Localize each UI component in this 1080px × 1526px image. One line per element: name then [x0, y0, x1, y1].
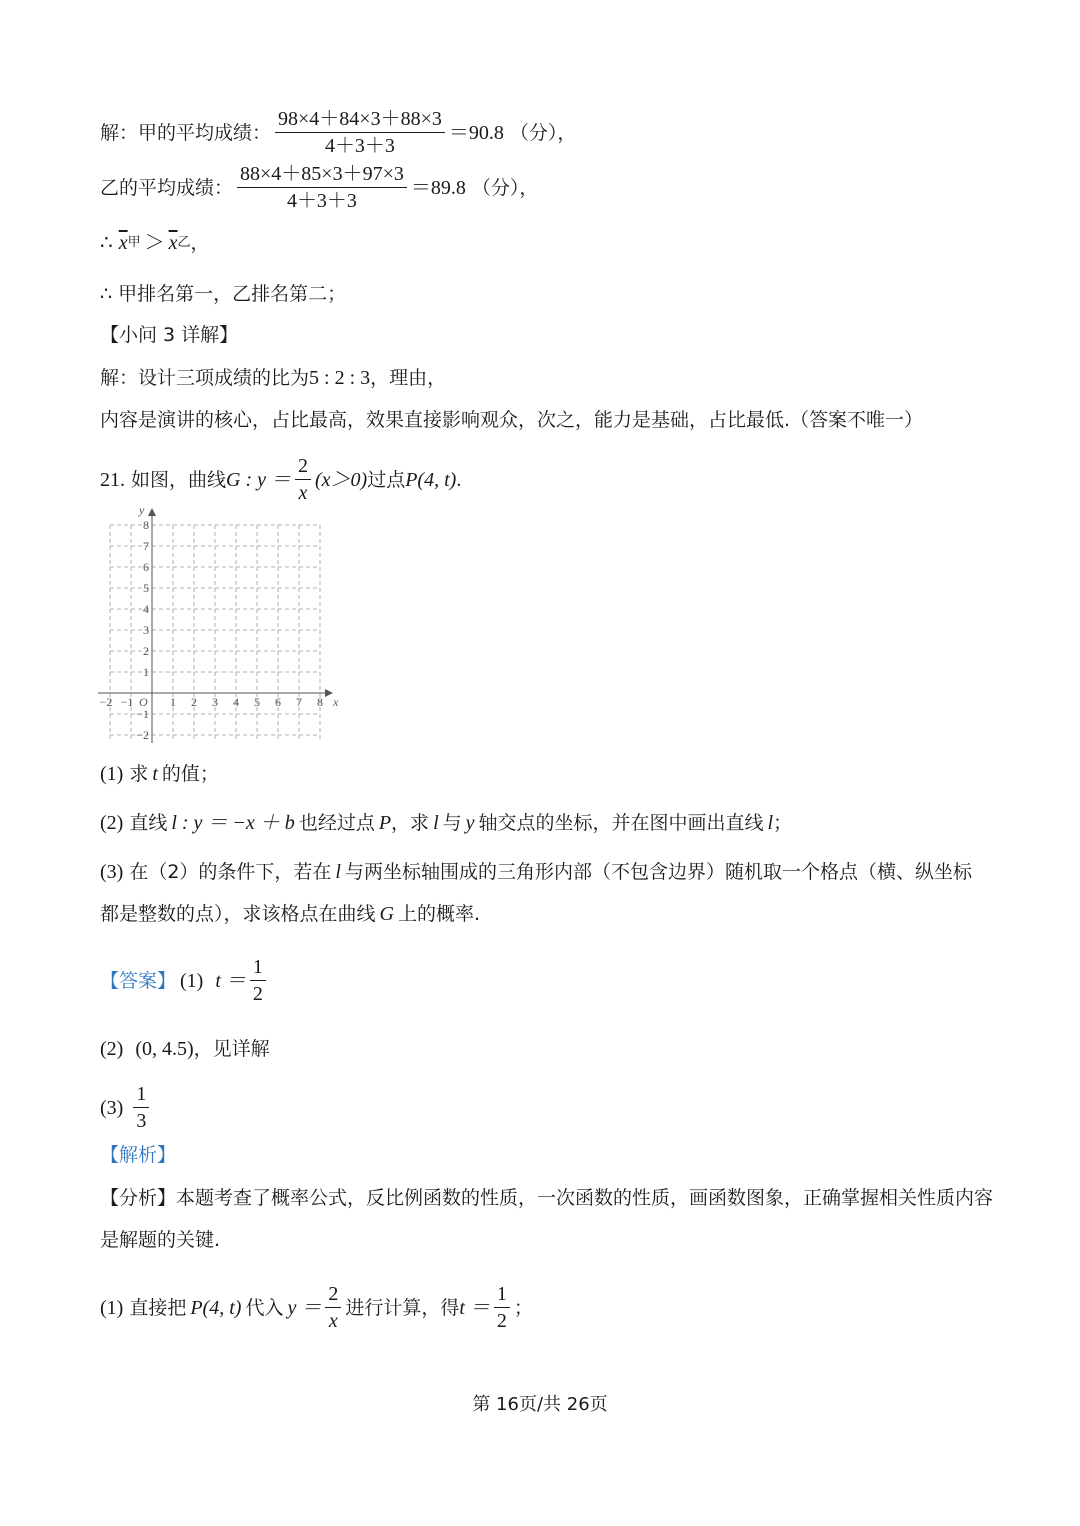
jia-fraction [275, 108, 445, 157]
rank-line: ∴ 甲排名第一，乙排名第二； [100, 283, 347, 305]
answer-2-line [100, 1037, 270, 1061]
answer-3-line [100, 1083, 153, 1132]
step-text-a: 直接把 [129, 1296, 187, 1319]
x-axis-arrow-icon [325, 689, 333, 697]
sub-jia: 甲 [127, 235, 141, 250]
part-3-text-c: 都是整数的点），求该格点在曲线 [100, 903, 376, 925]
part-3-text-a: 在（2）的条件下，若在 [129, 861, 332, 883]
analysis-line-1: 【分析】本题考查了概率公式，反比例函数的性质，一次函数的性质，画函数图象，正确掌握相关性质内容 [100, 1187, 994, 1209]
answer-1-fraction [250, 956, 266, 1005]
therefore-symbol: ∴ [100, 232, 113, 254]
y-tick-label: 8 [143, 518, 149, 532]
y-tick-label: −2 [136, 728, 149, 742]
jia-unit: （分）， [509, 121, 577, 144]
part-2-l: l [433, 812, 439, 834]
page-footer: 第 16页/共 26页 [472, 1394, 608, 1415]
comparison-line [100, 231, 210, 255]
answer-1-line [100, 956, 270, 1005]
yi-unit: （分）， [471, 176, 539, 199]
part-1-text-a: 求 [129, 763, 149, 785]
answer-3-fraction [133, 1083, 149, 1132]
y-axis-label: y [139, 503, 145, 517]
x-tick-label: −1 [120, 695, 134, 709]
yi-average-line [100, 163, 538, 212]
step-frac-num: 2 [325, 1283, 341, 1308]
y-tick-label: 6 [143, 560, 149, 574]
y-tick-label: −1 [136, 707, 149, 721]
jia-average-line [100, 108, 576, 157]
x-tick-label: 6 [275, 695, 281, 709]
jia-label: 解：甲的平均成绩： [100, 121, 272, 144]
answer-tag: 【答案】 [100, 969, 177, 992]
part-3-line-1 [100, 860, 972, 884]
step-frac-den: x [328, 1310, 338, 1332]
answer-1-frac-num: 1 [250, 956, 266, 981]
curve-fraction [295, 455, 311, 504]
sub-yi: 乙 [177, 235, 191, 250]
comparison-comma: ， [190, 232, 210, 254]
part-3-text-b: 与两坐标轴围成的三角形内部（不包含边界）随机取一个格点（横、纵坐标 [344, 861, 972, 883]
part-2-text-f: ； [773, 812, 793, 834]
part-2-equation: l : y ＝ −x ＋ b [171, 812, 295, 834]
part-2-l2: l [767, 812, 774, 834]
step-number: (1) [100, 1296, 124, 1319]
part-1-text-b: 的值； [161, 763, 219, 785]
ratio-suffix: ，理由， [370, 367, 447, 389]
step-frac2-den: 2 [496, 1310, 507, 1332]
yi-denominator: 4＋3＋3 [286, 190, 357, 212]
curve-frac-num: 2 [295, 455, 311, 480]
curve-equation: G : y ＝ [226, 468, 291, 491]
part-2-text-d: 与 [442, 812, 462, 834]
x-tick-label: 2 [191, 695, 197, 709]
answer-2-value: (0, 4.5) [135, 1038, 194, 1060]
sub-question-3-heading: 【小问 3 详解】 [100, 324, 239, 346]
step-frac2-num: 1 [494, 1283, 510, 1308]
y-tick-label: 3 [143, 623, 149, 637]
part-1-t: t [152, 763, 158, 785]
yi-fraction [237, 163, 407, 212]
part-3-l: l [335, 861, 341, 883]
part-2-text-e: 轴交点的坐标，并在图中画出直线 [478, 812, 764, 834]
y-tick-label: 7 [143, 539, 149, 553]
x-tick-label: 5 [254, 695, 260, 709]
part-2-p: P [378, 812, 392, 834]
step-fraction [325, 1283, 341, 1332]
x-tick-label: −2 [99, 695, 113, 709]
x-tick-label: 8 [317, 695, 323, 709]
curve-frac-den: x [298, 482, 308, 504]
passes-text: 过点 [367, 468, 406, 491]
analysis-tag: 【解析】 [100, 1144, 177, 1166]
answer-1-number: (1) [180, 969, 204, 992]
y-tick-label: 5 [143, 581, 149, 595]
answer-2-text: ，见详解 [193, 1038, 270, 1060]
answer-1-lhs: t ＝ [215, 969, 246, 992]
step-text-c: 进行计算，得 [345, 1296, 460, 1319]
part-1-line [100, 762, 219, 786]
y-axis-arrow-icon [148, 508, 156, 516]
analysis-step-1 [100, 1283, 533, 1332]
x-bar-jia: $\overline{x}$ [118, 232, 128, 254]
part-3-text-d: 上的概率. [397, 903, 481, 925]
part-3-number: (3) [100, 861, 124, 883]
analysis-line-2: 是解题的关键. [100, 1229, 221, 1251]
question-number: 21. [100, 468, 125, 491]
part-1-number: (1) [100, 763, 124, 785]
x-tick-label: 4 [233, 695, 239, 709]
answer-2-number: (2) [100, 1038, 124, 1060]
x-bar-yi: $\overline{x}$ [168, 232, 178, 254]
coordinate-grid-figure [95, 500, 345, 750]
origin-label: O [139, 695, 148, 709]
stem-end: . [456, 468, 462, 491]
x-axis-label: x [333, 695, 339, 709]
greater-than: ＞ [144, 232, 165, 254]
step-point: P(4, t) [190, 1296, 242, 1319]
y-tick-label: 1 [143, 665, 149, 679]
part-3-line-2 [100, 902, 480, 926]
yi-result: ＝89.8 [410, 176, 466, 199]
point-p: P(4, t) [405, 468, 457, 491]
yi-label: 乙的平均成绩： [100, 176, 234, 199]
answer-3-frac-num: 1 [133, 1083, 149, 1108]
part-2-number: (2) [100, 812, 124, 834]
step-equation: y ＝ [287, 1296, 322, 1319]
jia-denominator: 4＋3＋3 [324, 135, 395, 157]
part-2-text-b: 也经过点 [298, 812, 375, 834]
curve-condition: (x＞0) [315, 468, 368, 491]
yi-numerator: 88×4＋85×3＋97×3 [237, 163, 407, 188]
x-tick-label: 3 [212, 695, 218, 709]
x-tick-label: 7 [296, 695, 302, 709]
part-2-text-a: 直线 [129, 812, 168, 834]
step-fraction-2 [494, 1283, 510, 1332]
part-2-text-c: ，求 [391, 812, 430, 834]
y-tick-label: 2 [143, 644, 149, 658]
part-2-line [100, 811, 792, 835]
reason-line: 内容是演讲的核心，占比最高，效果直接影响观众，次之，能力是基础，占比最低.（答案不唯一） [100, 409, 924, 431]
question-21-stem [100, 455, 461, 504]
step-t: t ＝ [459, 1296, 490, 1319]
ratio-line [100, 366, 446, 390]
answer-1-frac-den: 2 [252, 983, 263, 1005]
y-tick-label: 4 [143, 602, 149, 616]
part-3-g: G [379, 903, 394, 925]
ratio-prefix: 解：设计三项成绩的比为 [100, 367, 310, 389]
question-intro: 如图，曲线 [131, 468, 227, 491]
answer-3-frac-den: 3 [136, 1110, 147, 1132]
step-end: ； [513, 1296, 533, 1319]
jia-numerator: 98×4＋84×3＋88×3 [275, 108, 445, 133]
jia-result: ＝90.8 [448, 121, 504, 144]
step-text-b: 代入 [245, 1296, 284, 1319]
part-2-y: y [465, 812, 475, 834]
answer-3-number: (3) [100, 1096, 124, 1119]
x-tick-label: 1 [170, 695, 176, 709]
ratio-value: 5 : 2 : 3 [309, 367, 371, 389]
